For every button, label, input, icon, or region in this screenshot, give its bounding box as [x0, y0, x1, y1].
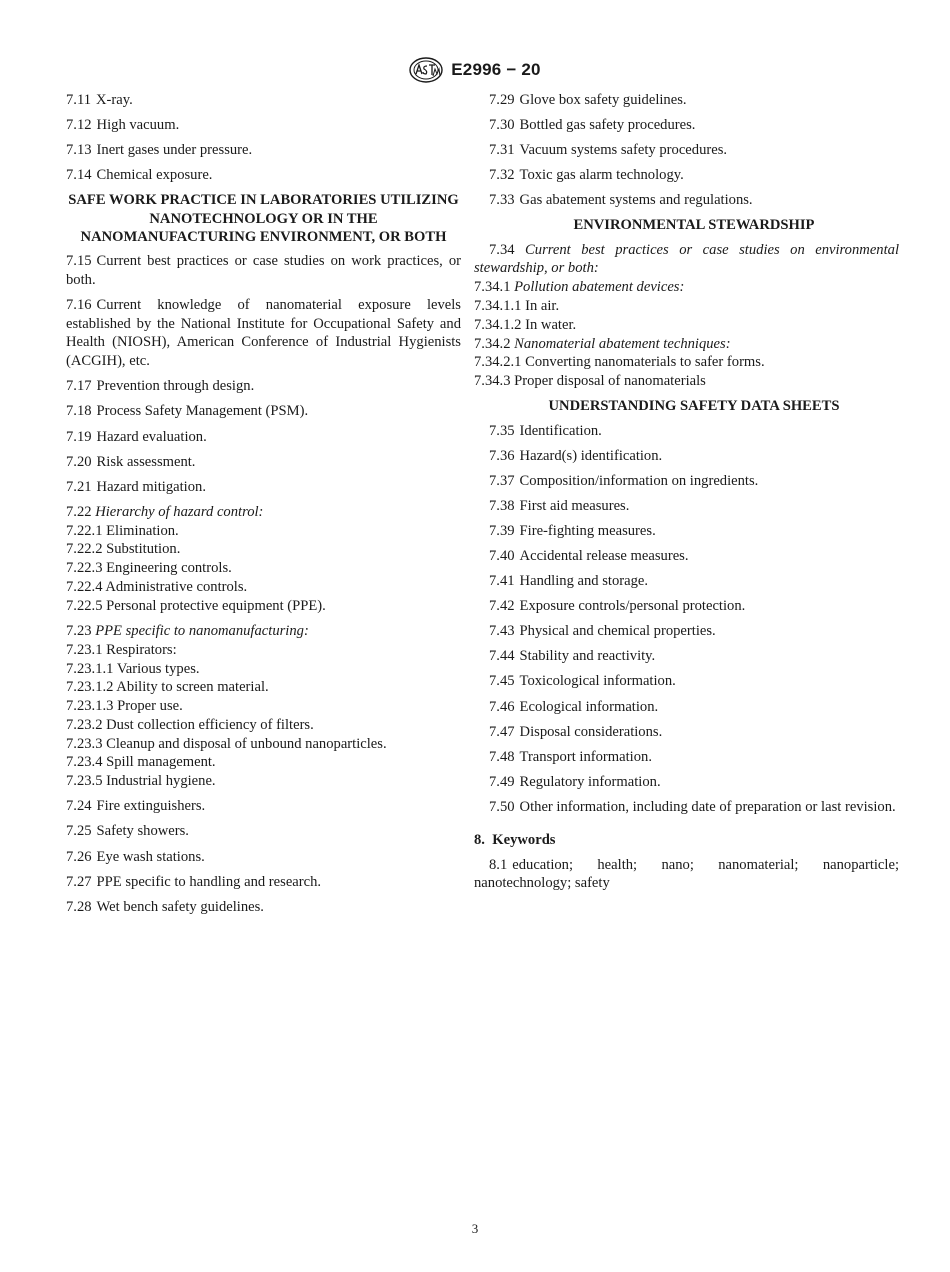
group-7-22 — [66, 503, 461, 616]
document-id: E2996 − 20 — [451, 60, 541, 79]
list-item — [489, 622, 899, 641]
list-item — [489, 522, 899, 541]
item-text: Handling and storage. — [519, 573, 649, 590]
list-item — [66, 822, 461, 841]
document-header — [0, 56, 950, 84]
list-item — [66, 402, 461, 421]
item-text: First aid measures. — [519, 497, 630, 514]
list-item — [489, 698, 899, 717]
paragraph-8-1 — [474, 856, 899, 894]
section-number: 7.44 — [489, 648, 515, 665]
group-7-23 — [66, 622, 461, 791]
list-item — [66, 453, 461, 472]
list-item — [489, 472, 899, 491]
section-number: 7.34.1 — [474, 279, 511, 296]
section-number: 7.23.1 — [66, 641, 103, 658]
section-number: 7.22.3 — [66, 560, 103, 577]
item-text: PPE specific to handling and research. — [96, 873, 322, 890]
section-number: 7.23.3 — [66, 735, 103, 752]
section-number: 7.50 — [489, 798, 515, 815]
section-number: 7.34.3 — [474, 373, 511, 390]
item-text: Wet bench safety guidelines. — [96, 898, 264, 915]
line-text: Administrative controls. — [105, 579, 248, 596]
list-item — [489, 166, 899, 185]
astm-logo-icon — [409, 57, 443, 83]
section-number: 7.38 — [489, 497, 515, 514]
list-item — [66, 116, 461, 135]
item-text: Composition/information on ingredients. — [519, 472, 759, 489]
list-item — [489, 547, 899, 566]
item-text: Hazard mitigation. — [96, 478, 206, 495]
item-text: Inert gases under pressure. — [96, 142, 253, 159]
section-number: 7.22.5 — [66, 597, 103, 614]
section-number: 7.34.1.1 — [474, 298, 522, 315]
list-item — [489, 497, 899, 516]
list-item — [66, 377, 461, 396]
line-text: Respirators: — [106, 641, 177, 658]
section-number: 7.19 — [66, 428, 92, 445]
paragraph-text: education; health; nano; nanomaterial; nanoparticle; nanotechnology; safety — [474, 856, 899, 892]
sub-line — [474, 316, 899, 335]
paragraph-text: Current knowledge of nanomaterial exposure levels established by the National Institute for Occupational Safety and Health (NIOSH), American Conference of Industrial Hygienists (ACGIH), etc. — [66, 296, 461, 370]
line-text: Pollution abatement devices: — [514, 279, 685, 296]
line-text: Ability to screen material. — [116, 679, 269, 696]
line-text: Dust collection efficiency of filters. — [106, 716, 314, 733]
heading-safety-data-sheets: UNDERSTANDING SAFETY DATA SHEETS — [548, 398, 840, 415]
item-text: High vacuum. — [96, 117, 180, 134]
line-text: Spill management. — [106, 754, 216, 771]
section-number: 7.15 — [66, 252, 92, 269]
item-text: Hazard evaluation. — [96, 428, 207, 445]
section-number: 7.25 — [66, 823, 92, 840]
section-number: 7.45 — [489, 673, 515, 690]
item-text: Physical and chemical properties. — [519, 623, 716, 640]
item-text: Process Safety Management (PSM). — [96, 403, 309, 420]
section-number: 7.47 — [489, 723, 515, 740]
item-text: Gas abatement systems and regulations. — [519, 192, 753, 209]
section-number: 7.22 — [66, 503, 92, 520]
line-text: Engineering controls. — [106, 560, 232, 577]
list-item — [66, 141, 461, 160]
list-item — [489, 91, 899, 110]
item-text: Toxic gas alarm technology. — [519, 167, 684, 184]
section-number: 7.39 — [489, 522, 515, 539]
line-text: Proper use. — [117, 698, 183, 715]
section-number: 8.1 — [489, 856, 508, 873]
list-item — [489, 597, 899, 616]
heading-safe-work-practice: SAFE WORK PRACTICE IN LABORATORIES UTILIZING NANOTECHNOLOGY OR IN THE NANOMANUFACTURING ENVIRONMENT, OR BOTH — [68, 192, 459, 245]
paragraph-7-50 — [474, 798, 899, 817]
section-number: 7.23.4 — [66, 754, 103, 771]
list-item — [66, 848, 461, 867]
line-text: Elimination. — [106, 522, 179, 539]
section-number: 7.22.4 — [66, 579, 103, 596]
section-number: 7.23 — [66, 622, 92, 639]
sub-line — [66, 597, 461, 616]
section-number: 7.29 — [489, 92, 515, 108]
section-number: 7.49 — [489, 773, 515, 790]
list-item — [66, 873, 461, 892]
sub-line — [474, 297, 899, 316]
item-text: Safety showers. — [96, 823, 189, 840]
list-item — [489, 672, 899, 691]
group-title-line — [66, 503, 461, 522]
sub-line — [66, 660, 461, 679]
sub-line — [66, 772, 461, 791]
item-text: Disposal considerations. — [519, 723, 663, 740]
heading-environmental-stewardship: ENVIRONMENTAL STEWARDSHIP — [573, 217, 815, 234]
section-number: 7.35 — [489, 422, 515, 439]
item-text: Identification. — [519, 422, 602, 439]
section-8-heading — [474, 831, 899, 850]
line-text: Various types. — [116, 660, 200, 677]
list-item — [66, 428, 461, 447]
list-item — [489, 748, 899, 767]
sub-line — [66, 540, 461, 559]
list-item — [489, 723, 899, 742]
sub-line — [66, 641, 461, 660]
item-text: Toxicological information. — [519, 673, 676, 690]
left-column — [66, 91, 461, 923]
item-text: Transport information. — [519, 748, 652, 765]
section-number: 7.17 — [66, 378, 92, 395]
right-column — [474, 91, 899, 899]
sub-line — [66, 716, 461, 735]
section-number: 7.30 — [489, 117, 515, 134]
section-number: 7.23.1.2 — [66, 679, 114, 696]
sub-line — [66, 559, 461, 578]
section-number: 7.13 — [66, 142, 92, 159]
item-text: Regulatory information. — [519, 773, 661, 790]
sub-line — [474, 335, 899, 354]
list-item — [489, 116, 899, 135]
sub-line — [474, 278, 899, 297]
line-text: Proper disposal of nanomaterials — [514, 373, 706, 390]
line-text: Personal protective equipment (PPE). — [106, 597, 326, 614]
sub-line — [66, 735, 461, 754]
sub-line — [66, 753, 461, 772]
list-item — [66, 166, 461, 185]
section-number: 7.34.2.1 — [474, 354, 522, 371]
section-number: 7.41 — [489, 573, 515, 590]
sub-line — [66, 697, 461, 716]
line-text: Converting nanomaterials to safer forms. — [525, 354, 765, 371]
item-text: Glove box safety guidelines. — [519, 92, 687, 108]
section-number: 7.34 — [489, 241, 515, 258]
group-title: Current best practices or case studies on environmental stewardship, or both: — [474, 241, 899, 277]
section-number: 7.36 — [489, 447, 515, 464]
line-text: Nanomaterial abatement techniques: — [514, 335, 731, 352]
section-number: 7.33 — [489, 192, 515, 209]
line-text: In air. — [525, 298, 560, 315]
line-text: Industrial hygiene. — [106, 773, 216, 790]
list-item — [489, 191, 899, 210]
item-text: Fire-fighting measures. — [519, 522, 656, 539]
section-number: 7.26 — [66, 848, 92, 865]
item-text: Prevention through design. — [96, 378, 255, 395]
sub-line — [474, 372, 899, 391]
line-text: In water. — [525, 316, 577, 333]
list-item — [66, 898, 461, 917]
item-text: Exposure controls/personal protection. — [519, 598, 746, 615]
item-text: Vacuum systems safety procedures. — [519, 142, 728, 159]
item-text: Ecological information. — [519, 698, 659, 715]
sub-line — [474, 353, 899, 372]
item-text: Eye wash stations. — [96, 848, 205, 865]
item-text: Chemical exposure. — [96, 167, 213, 184]
list-item — [489, 422, 899, 441]
section-number: 7.43 — [489, 623, 515, 640]
group-title: PPE specific to nanomanufacturing: — [95, 622, 309, 639]
item-text: Hazard(s) identification. — [519, 447, 663, 464]
list-item — [489, 773, 899, 792]
section-number: 7.27 — [66, 873, 92, 890]
group-title-line — [474, 241, 899, 279]
line-text: Cleanup and disposal of unbound nanoparticles. — [106, 735, 387, 752]
list-item — [66, 91, 461, 110]
section-number: 7.48 — [489, 748, 515, 765]
section-number: 7.37 — [489, 472, 515, 489]
paragraph-7-16 — [66, 296, 461, 371]
list-item — [489, 447, 899, 466]
section-number: 7.24 — [66, 798, 92, 815]
item-text: Risk assessment. — [96, 453, 196, 470]
group-title: Hierarchy of hazard control: — [95, 503, 264, 520]
section-number: 7.34.2 — [474, 335, 511, 352]
list-item — [489, 141, 899, 160]
section-number: 7.34.1.2 — [474, 316, 522, 333]
list-item — [489, 647, 899, 666]
line-text: Substitution. — [106, 541, 181, 558]
item-text: Accidental release measures. — [519, 548, 689, 565]
section-number: 7.28 — [66, 898, 92, 915]
item-text: Fire extinguishers. — [96, 798, 206, 815]
sub-line — [66, 578, 461, 597]
section-number: 7.23.1.3 — [66, 698, 114, 715]
item-text: Stability and reactivity. — [519, 648, 656, 665]
section-number: 7.22.1 — [66, 522, 103, 539]
item-text: X-ray. — [96, 92, 133, 108]
paragraph-text: Current best practices or case studies on work practices, or both. — [66, 252, 461, 288]
sub-line — [66, 678, 461, 697]
section-number: 7.23.1.1 — [66, 660, 114, 677]
section-number: 7.16 — [66, 296, 92, 313]
section-number: 7.32 — [489, 167, 515, 184]
section-number: 7.21 — [66, 478, 92, 495]
sub-line — [66, 522, 461, 541]
section-number: 7.31 — [489, 142, 515, 159]
section-number: 7.46 — [489, 698, 515, 715]
section-number: 8. — [474, 831, 485, 848]
section-number: 7.18 — [66, 403, 92, 420]
paragraph-text: Other information, including date of preparation or last revision. — [519, 798, 896, 815]
list-item — [66, 797, 461, 816]
group-7-34 — [474, 241, 899, 391]
section-number: 7.11 — [66, 92, 91, 108]
list-item — [66, 478, 461, 497]
list-item — [489, 572, 899, 591]
section-number: 7.42 — [489, 598, 515, 615]
section-number: 7.14 — [66, 167, 92, 184]
section-number: 7.22.2 — [66, 541, 103, 558]
section-number: 7.23.2 — [66, 716, 103, 733]
section-title: Keywords — [492, 831, 556, 848]
section-number: 7.20 — [66, 453, 92, 470]
group-title-line — [66, 622, 461, 641]
page-number: 3 — [471, 1221, 479, 1236]
paragraph-7-15 — [66, 252, 461, 290]
item-text: Bottled gas safety procedures. — [519, 117, 696, 134]
section-number: 7.12 — [66, 117, 92, 134]
section-number: 7.40 — [489, 548, 515, 565]
section-number: 7.23.5 — [66, 773, 103, 790]
